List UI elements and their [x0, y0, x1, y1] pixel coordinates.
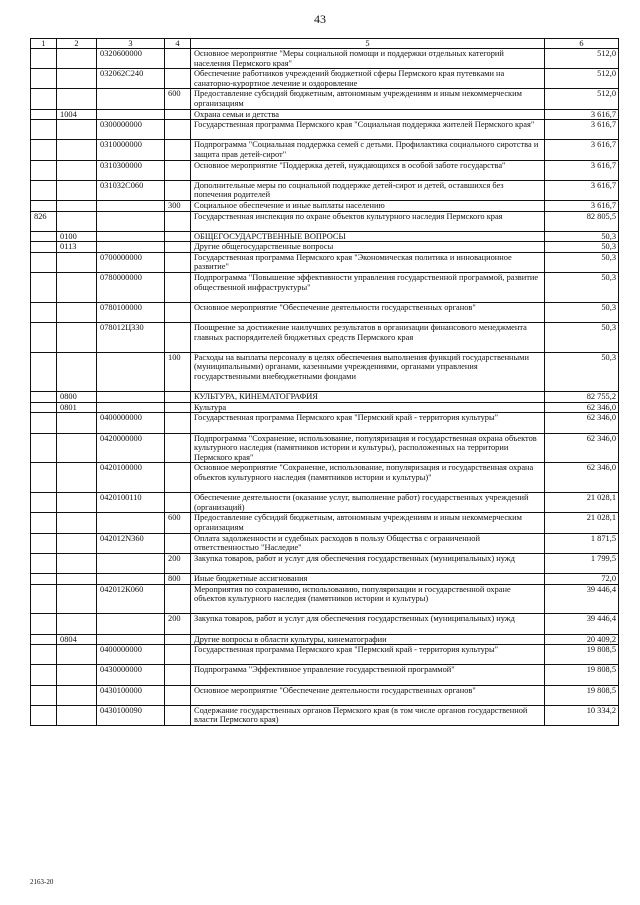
expense-type-cell [165, 533, 191, 553]
section-code-cell [57, 705, 97, 725]
section-code-cell [57, 160, 97, 180]
description-cell: Другие вопросы в области культуры, кинематографии [191, 634, 545, 645]
organization-code-cell [31, 160, 57, 180]
expense-type-cell [165, 252, 191, 272]
description-cell: Основное мероприятие "Обеспечение деятельности государственных органов" [191, 685, 545, 705]
description-cell: Расходы на выплаты персоналу в целях обеспечения выполнения функций государственными (муниципальными) органами, казенными учреждениями, органами управления государственными внебюджетными фондами [191, 352, 545, 391]
expense-type-cell [165, 584, 191, 614]
expense-type-cell [165, 302, 191, 322]
expense-type-cell: 200 [165, 553, 191, 573]
description-cell: Основное мероприятие "Меры социальной помощи и поддержки отдельных категорий населения Пермского края" [191, 49, 545, 69]
table-row [31, 705, 619, 725]
description-cell: Подпрограмма "Эффективное управление государственной программой" [191, 665, 545, 685]
section-code-cell [57, 252, 97, 272]
amount-cell: 62 346,0 [545, 463, 619, 493]
organization-code-cell [31, 302, 57, 322]
table-row [31, 614, 619, 634]
budget-table [30, 38, 619, 726]
expense-type-cell [165, 160, 191, 180]
section-code-cell [57, 49, 97, 69]
table-row [31, 493, 619, 513]
expense-type-cell: 300 [165, 200, 191, 211]
target-article-cell: 0420000000 [97, 433, 165, 463]
target-article-cell: 0430100090 [97, 705, 165, 725]
section-code-cell [57, 302, 97, 322]
amount-cell: 3 616,7 [545, 200, 619, 211]
target-article-cell: 078012Ц330 [97, 323, 165, 353]
section-code-cell [57, 533, 97, 553]
section-code-cell [57, 433, 97, 463]
expense-type-cell [165, 273, 191, 303]
organization-code-cell [31, 402, 57, 413]
organization-code-cell [31, 413, 57, 433]
expense-type-cell [165, 140, 191, 160]
section-code-cell [57, 553, 97, 573]
section-code-cell [57, 584, 97, 614]
description-cell: Основное мероприятие "Поддержка детей, нуждающихся в особой заботе государства" [191, 160, 545, 180]
section-code-cell [57, 323, 97, 353]
amount-cell: 82 805,5 [545, 211, 619, 231]
target-article-cell [97, 402, 165, 413]
target-article-cell [97, 634, 165, 645]
header-cell: 4 [165, 39, 191, 49]
table-row [31, 463, 619, 493]
expense-type-cell [165, 413, 191, 433]
description-cell: Мероприятия по сохранению, использованию, популяризации и государственной охране объектов культурного наследия (памятников истории и культуры) [191, 584, 545, 614]
amount-cell: 19 808,5 [545, 685, 619, 705]
expense-type-cell [165, 120, 191, 140]
table-row [31, 109, 619, 120]
organization-code-cell: 826 [31, 211, 57, 231]
expense-type-cell: 600 [165, 513, 191, 533]
section-code-cell: 0801 [57, 402, 97, 413]
target-article-cell: 0300000000 [97, 120, 165, 140]
target-article-cell: 0400000000 [97, 413, 165, 433]
description-cell: Предоставление субсидий бюджетным, автономным учреждениям и иным некоммерческим организациям [191, 89, 545, 109]
target-article-cell [97, 89, 165, 109]
amount-cell: 19 808,5 [545, 665, 619, 685]
section-code-cell [57, 211, 97, 231]
amount-cell: 50,3 [545, 231, 619, 242]
target-article-cell: 0430100000 [97, 685, 165, 705]
section-code-cell [57, 352, 97, 391]
amount-cell: 39 446,4 [545, 584, 619, 614]
table-row [31, 231, 619, 242]
table-row [31, 302, 619, 322]
amount-cell: 82 755,2 [545, 392, 619, 403]
organization-code-cell [31, 645, 57, 665]
description-cell: Обеспечение работников учреждений бюджетной сферы Пермского края путевками на санаторно-курортное лечение и оздоровление [191, 69, 545, 89]
section-code-cell [57, 573, 97, 584]
description-cell: Подпрограмма "Социальная поддержка семей с детьми. Профилактика социального сиротства и защита прав детей-сирот" [191, 140, 545, 160]
description-cell: Содержание государственных органов Пермского края (в том числе органов государственной власти Пермского края) [191, 705, 545, 725]
amount-cell: 62 346,0 [545, 413, 619, 433]
expense-type-cell [165, 645, 191, 665]
organization-code-cell [31, 493, 57, 513]
organization-code-cell [31, 553, 57, 573]
amount-cell: 1 871,5 [545, 533, 619, 553]
table-row [31, 160, 619, 180]
target-article-cell: 0780100000 [97, 302, 165, 322]
table-row [31, 584, 619, 614]
target-article-cell [97, 573, 165, 584]
amount-cell: 3 616,7 [545, 160, 619, 180]
amount-cell: 21 028,1 [545, 513, 619, 533]
table-row [31, 352, 619, 391]
description-cell: Государственная программа Пермского края "Социальная поддержка жителей Пермского края" [191, 120, 545, 140]
amount-cell: 62 346,0 [545, 433, 619, 463]
expense-type-cell: 600 [165, 89, 191, 109]
amount-cell: 20 409,2 [545, 634, 619, 645]
target-article-cell: 0320600000 [97, 49, 165, 69]
table-header-row [31, 39, 619, 49]
amount-cell: 50,3 [545, 252, 619, 272]
table-row [31, 665, 619, 685]
section-code-cell [57, 685, 97, 705]
amount-cell: 21 028,1 [545, 493, 619, 513]
table-row [31, 513, 619, 533]
amount-cell: 19 808,5 [545, 645, 619, 665]
description-cell: Основное мероприятие "Сохранение, использование, популяризация и государственная охрана объектов культурного наследия (памятников истории и культуры)" [191, 463, 545, 493]
organization-code-cell [31, 69, 57, 89]
table-row [31, 200, 619, 211]
table-row [31, 402, 619, 413]
expense-type-cell [165, 685, 191, 705]
expense-type-cell [165, 463, 191, 493]
expense-type-cell [165, 231, 191, 242]
page-number: 43 [314, 12, 326, 26]
expense-type-cell [165, 402, 191, 413]
organization-code-cell [31, 323, 57, 353]
table-row [31, 634, 619, 645]
amount-cell: 72,0 [545, 573, 619, 584]
section-code-cell [57, 645, 97, 665]
section-code-cell [57, 200, 97, 211]
target-article-cell: 0780000000 [97, 273, 165, 303]
table-row [31, 89, 619, 109]
table-row [31, 252, 619, 272]
organization-code-cell [31, 433, 57, 463]
target-article-cell [97, 200, 165, 211]
expense-type-cell [165, 493, 191, 513]
target-article-cell: 031032С060 [97, 180, 165, 200]
table-row [31, 413, 619, 433]
description-cell: Государственная программа Пермского края "Пермский край - территория культуры" [191, 413, 545, 433]
description-cell: КУЛЬТУРА, КИНЕМАТОГРАФИЯ [191, 392, 545, 403]
expense-type-cell [165, 211, 191, 231]
footer-document-code: 2163-20 [30, 878, 54, 886]
table-row [31, 433, 619, 463]
organization-code-cell [31, 180, 57, 200]
organization-code-cell [31, 705, 57, 725]
target-article-cell: 0310300000 [97, 160, 165, 180]
section-code-cell: 0100 [57, 231, 97, 242]
organization-code-cell [31, 352, 57, 391]
description-cell: Государственная программа Пермского края "Пермский край - территория культуры" [191, 645, 545, 665]
target-article-cell [97, 513, 165, 533]
target-article-cell: 0700000000 [97, 252, 165, 272]
amount-cell: 39 446,4 [545, 614, 619, 634]
header-cell: 3 [97, 39, 165, 49]
target-article-cell: 042012N360 [97, 533, 165, 553]
description-cell: Подпрограмма "Сохранение, использование, популяризация и государственная охрана объектов культурного наследия (памятников истории и культуры), расположенных на территории Пермского края" [191, 433, 545, 463]
organization-code-cell [31, 89, 57, 109]
description-cell: Основное мероприятие "Обеспечение деятельности государственных органов" [191, 302, 545, 322]
expense-type-cell [165, 665, 191, 685]
expense-type-cell [165, 323, 191, 353]
expense-type-cell: 200 [165, 614, 191, 634]
section-code-cell [57, 69, 97, 89]
organization-code-cell [31, 200, 57, 211]
amount-cell: 512,0 [545, 89, 619, 109]
section-code-cell [57, 493, 97, 513]
target-article-cell [97, 392, 165, 403]
section-code-cell: 0113 [57, 242, 97, 253]
section-code-cell: 1004 [57, 109, 97, 120]
amount-cell: 50,3 [545, 242, 619, 253]
description-cell: Обеспечение деятельности (оказание услуг, выполнение работ) государственных учреждений (организаций) [191, 493, 545, 513]
target-article-cell [97, 553, 165, 573]
description-cell: Государственная программа Пермского края "Экономическая политика и инновационное развитие" [191, 252, 545, 272]
expense-type-cell: 100 [165, 352, 191, 391]
expense-type-cell [165, 109, 191, 120]
amount-cell: 62 346,0 [545, 402, 619, 413]
description-cell: Оплата задолженности и судебных расходов в пользу Общества с ограниченной ответственностью "Наследие" [191, 533, 545, 553]
amount-cell: 10 334,2 [545, 705, 619, 725]
expense-type-cell [165, 705, 191, 725]
organization-code-cell [31, 140, 57, 160]
description-cell: Закупка товаров, работ и услуг для обеспечения государственных (муниципальных) нужд [191, 553, 545, 573]
table-row [31, 645, 619, 665]
table-row [31, 140, 619, 160]
expense-type-cell [165, 180, 191, 200]
description-cell: Культура [191, 402, 545, 413]
table-row [31, 392, 619, 403]
target-article-cell: 0430000000 [97, 665, 165, 685]
table-row [31, 211, 619, 231]
table-row [31, 685, 619, 705]
description-cell: Охрана семьи и детства [191, 109, 545, 120]
section-code-cell: 0800 [57, 392, 97, 403]
amount-cell: 3 616,7 [545, 140, 619, 160]
expense-type-cell [165, 634, 191, 645]
amount-cell: 50,3 [545, 352, 619, 391]
header-cell: 1 [31, 39, 57, 49]
section-code-cell [57, 413, 97, 433]
table-row [31, 533, 619, 553]
description-cell: Закупка товаров, работ и услуг для обеспечения государственных (муниципальных) нужд [191, 614, 545, 634]
header-cell: 2 [57, 39, 97, 49]
description-cell: Другие общегосударственные вопросы [191, 242, 545, 253]
header-cell: 6 [545, 39, 619, 49]
amount-cell: 512,0 [545, 49, 619, 69]
amount-cell: 50,3 [545, 273, 619, 303]
table-row [31, 323, 619, 353]
organization-code-cell [31, 685, 57, 705]
table-row [31, 49, 619, 69]
expense-type-cell [165, 392, 191, 403]
target-article-cell: 0420100110 [97, 493, 165, 513]
table-row [31, 273, 619, 303]
organization-code-cell [31, 392, 57, 403]
organization-code-cell [31, 614, 57, 634]
expense-type-cell [165, 242, 191, 253]
amount-cell: 1 799,5 [545, 553, 619, 573]
organization-code-cell [31, 231, 57, 242]
organization-code-cell [31, 665, 57, 685]
table-row [31, 120, 619, 140]
target-article-cell [97, 109, 165, 120]
section-code-cell [57, 614, 97, 634]
organization-code-cell [31, 573, 57, 584]
table-row [31, 180, 619, 200]
organization-code-cell [31, 242, 57, 253]
section-code-cell [57, 180, 97, 200]
description-cell: Подпрограмма "Повышение эффективности управления государственной программой, развитие общественной инфраструктуры" [191, 273, 545, 303]
organization-code-cell [31, 584, 57, 614]
description-cell: Социальное обеспечение и иные выплаты населению [191, 200, 545, 211]
expense-type-cell: 800 [165, 573, 191, 584]
organization-code-cell [31, 513, 57, 533]
organization-code-cell [31, 109, 57, 120]
expense-type-cell [165, 69, 191, 89]
target-article-cell: 0400000000 [97, 645, 165, 665]
amount-cell: 3 616,7 [545, 180, 619, 200]
amount-cell: 50,3 [545, 323, 619, 353]
organization-code-cell [31, 463, 57, 493]
description-cell: Иные бюджетные ассигнования [191, 573, 545, 584]
target-article-cell [97, 614, 165, 634]
description-cell: Поощрение за достижение наилучших результатов в организации финансового менеджмента главных распорядителей бюджетных средств Пермского края [191, 323, 545, 353]
table-row [31, 69, 619, 89]
section-code-cell [57, 463, 97, 493]
table-row [31, 573, 619, 584]
target-article-cell [97, 352, 165, 391]
description-cell: Предоставление субсидий бюджетным, автономным учреждениям и иным некоммерческим организациям [191, 513, 545, 533]
description-cell: ОБЩЕГОСУДАРСТВЕННЫЕ ВОПРОСЫ [191, 231, 545, 242]
description-cell: Дополнительные меры по социальной поддержке детей-сирот и детей, оставшихся без попечения родителей [191, 180, 545, 200]
expense-type-cell [165, 433, 191, 463]
amount-cell: 3 616,7 [545, 120, 619, 140]
table-row [31, 242, 619, 253]
section-code-cell [57, 140, 97, 160]
section-code-cell [57, 120, 97, 140]
target-article-cell [97, 211, 165, 231]
organization-code-cell [31, 273, 57, 303]
section-code-cell [57, 89, 97, 109]
target-article-cell [97, 242, 165, 253]
organization-code-cell [31, 49, 57, 69]
organization-code-cell [31, 533, 57, 553]
organization-code-cell [31, 252, 57, 272]
expense-type-cell [165, 49, 191, 69]
section-code-cell [57, 665, 97, 685]
table-row [31, 553, 619, 573]
target-article-cell [97, 231, 165, 242]
section-code-cell: 0804 [57, 634, 97, 645]
target-article-cell: 0310000000 [97, 140, 165, 160]
amount-cell: 512,0 [545, 69, 619, 89]
amount-cell: 3 616,7 [545, 109, 619, 120]
amount-cell: 50,3 [545, 302, 619, 322]
organization-code-cell [31, 634, 57, 645]
header-cell: 5 [191, 39, 545, 49]
target-article-cell: 032062С240 [97, 69, 165, 89]
section-code-cell [57, 273, 97, 303]
organization-code-cell [31, 120, 57, 140]
section-code-cell [57, 513, 97, 533]
target-article-cell: 0420100000 [97, 463, 165, 493]
description-cell: Государственная инспекция по охране объектов культурного наследия Пермского края [191, 211, 545, 231]
target-article-cell: 042012К060 [97, 584, 165, 614]
